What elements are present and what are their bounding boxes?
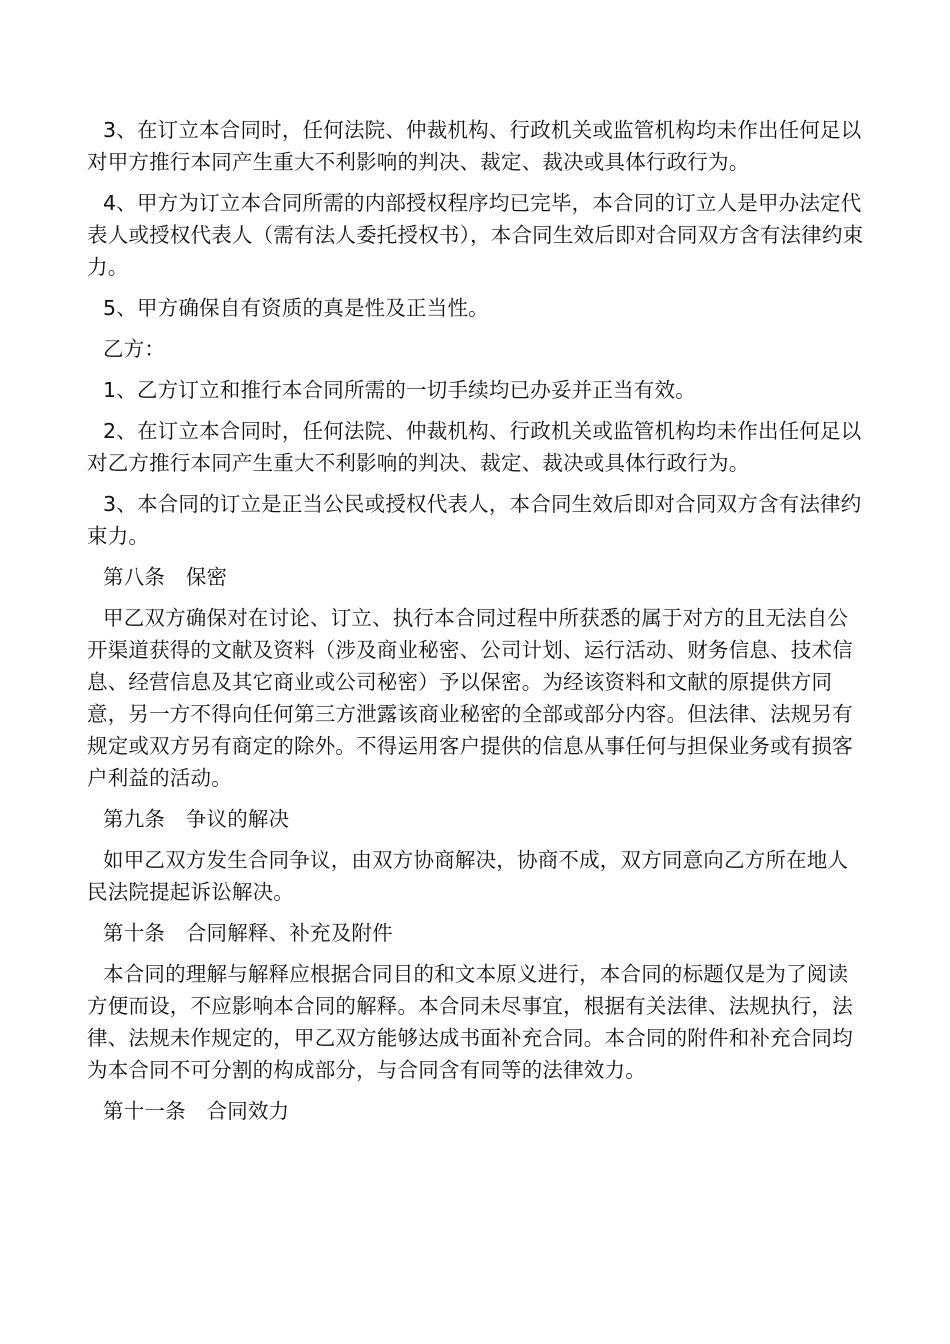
party-b-label: 乙方：	[103, 337, 166, 361]
document-page	[87, 114, 867, 1136]
article-10-body: 本合同的理解与解释应根据合同目的和文本原义进行，本合同的标题仅是为了阅读方便而设，不应影响本合同的解释。本合同未尽事宜，根据有关法律、法规执行，法律、法规未作规定的，甲乙双方能够达成书面补充合同。本合同的附件和补充合同均为本合同不可分割的构成部分，与合同含有同等的法律效力。	[87, 962, 853, 1082]
clause-party-a-item-5: 5、甲方确保自有资质的真是性及正当性。	[103, 296, 489, 320]
clause-party-b-item-1: 1、乙方订立和推行本合同所需的一切手续均已办妥并正当有效。	[103, 378, 696, 402]
clause-party-a-item-4: 4、甲方为订立本合同所需的内部授权程序均已完毕，本合同的订立人是甲办法定代表人或授权代表人（需有法人委托授权书），本合同生效后即对合同双方含有法律约束力。	[87, 191, 864, 279]
article-9-body: 如甲乙双方发生合同争议，由双方协商解决，协商不成，双方同意向乙方所在地人民法院提起诉讼解决。	[87, 848, 849, 904]
article-8-heading: 第八条 保密	[103, 565, 228, 589]
clause-party-a-item-3: 3、在订立本合同时，任何法院、仲裁机构、行政机关或监管机构均未作出任何足以对甲方推行本同产生重大不利影响的判决、裁定、裁决或具体行政行为。	[87, 118, 862, 174]
article-10-heading: 第十条 合同解释、补充及附件	[103, 921, 393, 945]
article-11-heading: 第十一条 合同效力	[103, 1099, 290, 1123]
article-8-body: 甲乙双方确保对在讨论、订立、执行本合同过程中所获悉的属于对方的且无法自公开渠道获得的文献及资料（涉及商业秘密、公司计划、运行活动、财务信息、技术信息、经营信息及其它商业或公司秘密）予以保密。为经该资料和文献的原提供方同意，另一方不得向任何第三方泄露该商业秘密的全部或部分内容。但法律、法规另有规定或双方另有商定的除外。不得运用客户提供的信息从事任何与担保业务或有损客户利益的活动。	[87, 606, 853, 790]
article-9-heading: 第九条 争议的解决	[103, 807, 290, 831]
clause-party-b-item-3: 3、本合同的订立是正当公民或授权代表人，本合同生效后即对合同双方含有法律约束力。	[87, 492, 862, 548]
clause-party-b-item-2: 2、在订立本合同时，任何法院、仲裁机构、行政机关或监管机构均未作出任何足以对乙方推行本同产生重大不利影响的判决、裁定、裁决或具体行政行为。	[87, 419, 862, 475]
